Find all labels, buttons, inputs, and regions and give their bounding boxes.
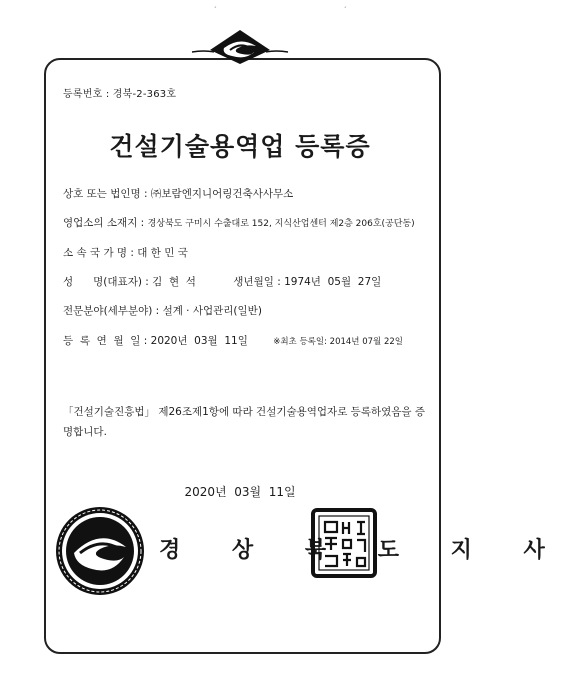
nationality-value: 대 한 민 국 — [137, 247, 188, 259]
regdate-value: 2020년 03월 11일 — [150, 335, 248, 347]
specialty-row — [63, 303, 262, 318]
field-label: 전문분야(세부분야) : — [63, 305, 160, 317]
issue-date: 2020년 03월 11일 — [184, 485, 296, 499]
name-value: 김 현 석 — [152, 276, 196, 288]
representative-row — [63, 274, 381, 289]
field-value: 설계 · 사업관리(일반) — [162, 305, 262, 317]
page-title: 건설기술용역업 등록증 — [109, 132, 371, 161]
scan-mark: ˊ — [343, 6, 347, 15]
official-seal-stamp — [311, 508, 377, 578]
name-label: 성 명(대표자) : — [63, 276, 149, 288]
emblem-icon — [190, 28, 290, 66]
registration-date-row — [63, 333, 403, 348]
address-row — [63, 215, 415, 230]
nationality-label: 소 속 국 가 명 : — [63, 247, 134, 259]
company-row — [63, 186, 293, 201]
dob-label: 생년월일 : — [233, 276, 281, 288]
registration-number: 등록번호 : 경북-2-363호 — [63, 89, 177, 100]
province-emblem-seal — [52, 503, 148, 599]
company-label: 상호 또는 법인명 : — [63, 188, 148, 200]
company-value: ㈜보람엔지니어링건축사사무소 — [150, 188, 294, 200]
certification-statement: 「건설기술진흥법」 제26조제1항에 따라 건설기술용역업자로 등록하였음을 증명합니다. — [63, 406, 426, 438]
issuer-name: 경 상 북 도 지 사 — [159, 537, 567, 563]
scan-mark: ˊ — [213, 6, 217, 15]
nationality-row — [63, 245, 188, 260]
regdate-label: 등 록 연 월 일 : — [63, 335, 148, 347]
address-label: 영업소의 소재지 : — [63, 217, 145, 229]
dob-value: 1974년 05월 27일 — [284, 276, 382, 288]
first-registration-note: ※최초 등록일: 2014년 07월 22일 — [273, 337, 403, 347]
address-value: 경상북도 구미시 수출대로 152, 지식산업센터 제2층 206호(공단동) — [147, 219, 415, 229]
